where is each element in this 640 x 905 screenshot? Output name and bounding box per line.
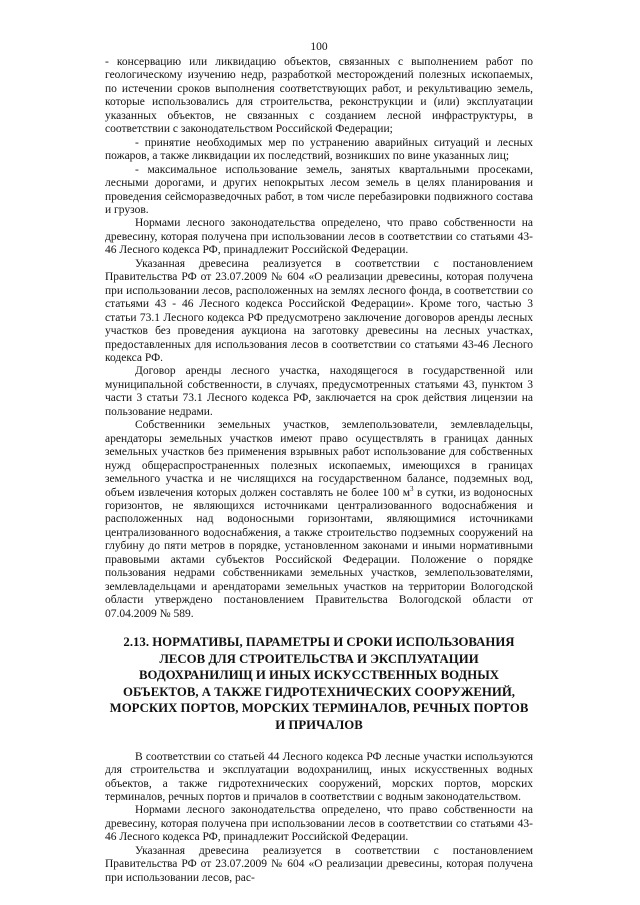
paragraph-timber-ownership-2: Нормами лесного законодательства определено, что право собственности на древесину, которая получена при использовании лесов в соответствии со статьями 43-46 Лесного кодекса РФ, принадлежит Российской Федерации.: [105, 804, 533, 844]
paragraph-emergency-measures: - принятие необходимых мер по устранению аварийных ситуаций и лесных пожаров, а также ликвидации их последствий, возникших по вине указанных лиц;: [105, 136, 533, 163]
paragraph-landowners-rights: [105, 419, 533, 621]
paragraph-article-44: В соответствии со статьей 44 Лесного кодекса РФ лесные участки используются для строительства и эксплуатации водохранилищ, иных искусственных водных объектов, а также гидротехнических сооружений, морских портов, морских терминалов, речных портов и причалов в соответствии с водным законодательством.: [105, 750, 533, 803]
landowners-text-part2: в сутки, из водоносных горизонтов, не являющихся источниками централизованного водоснабжения и расположенных над водоносными горизонтами, являющимися источниками централизованного водоснабжения, а также строительство подземных сооружений на глубину до пяти метров в порядке, установленном законами и иными нормативными правовыми актами субъектов Российской Федерации. Положение о порядке пользования недрами собственниками земельных участков, землепользователями, землевладельцами и арендаторами земельных участков на территории Вологодской области утверждено постановлением Правительства Вологодской области от 07.04.2009 № 589.: [105, 486, 533, 620]
paragraph-lease-agreement: Договор аренды лесного участка, находящегося в государственной или муниципальной собственности, в случаях, предусмотренных статьями 43, пунктом 3 части 3 статьи 73.1 Лесного кодекса РФ, заключается на срок действия лицензии на пользование недрами.: [105, 365, 533, 418]
paragraph-timber-ownership: Нормами лесного законодательства определено, что право собственности на древесину, которая получена при использовании лесов в соответствии со статьями 43-46 Лесного кодекса РФ, принадлежит Российской Федерации.: [105, 217, 533, 257]
landowners-text-part1: Собственники земельных участков, землепользователи, землевладельцы, арендаторы земельных участков имеют право осуществлять в границах данных земельных участков без применения взрывных работ использование для собственных нужд общераспространенных полезных ископаемых, имеющихся в границах земельного участка и не числящихся на государственном балансе, подземных вод, объем извлечения которых должен составлять не более 100 м: [105, 419, 533, 499]
paragraph-conservation: - консервацию или ликвидацию объектов, связанных с выполнением работ по геологическому изучению недр, разработкой месторождений полезных ископаемых, по истечении сроков выполнения соответствующих работ, и рекультивацию земель, которые использовались для строительства, реконструкции и (или) эксплуатации указанных объектов, не связанных с созданием лесной инфраструктуры, в соответствии с законодательством Российской Федерации;: [105, 56, 533, 136]
paragraph-land-use: - максимальное использование земель, занятых квартальными просеками, лесными дорогами, и других непокрытых лесом земель в целях планирования и проведения сейсморазведочных работ, в том числе перебазировки подвижного состава и грузов.: [105, 163, 533, 216]
section-heading: 2.13. НОРМАТИВЫ, ПАРАМЕТРЫ И СРОКИ ИСПОЛЬЗОВАНИЯ ЛЕСОВ ДЛЯ СТРОИТЕЛЬСТВА И ЭКСПЛУАТАЦИИ ВОДОХРАНИЛИЩ И ИНЫХ ИСКУССТВЕННЫХ ВОДНЫХ ОБЪЕКТОВ, А ТАКЖЕ ГИДРОТЕХНИЧЕСКИХ СООРУЖЕНИЙ, МОРСКИХ ПОРТОВ, МОРСКИХ ТЕРМИНАЛОВ, РЕЧНЫХ ПОРТОВ И ПРИЧАЛОВ: [109, 635, 529, 732]
document-page: [105, 40, 533, 885]
page-number: 100: [310, 41, 328, 53]
paragraph-timber-sale: Указанная древесина реализуется в соответствии с постановлением Правительства РФ от 23.07.2009 № 604 «О реализации древесины, которая получена при использовании лесов, расположенных на землях лесного фонда, в соответствии со статьями 43 - 46 Лесного кодекса Российской Федерации». Кроме того, частью 3 статьи 73.1 Лесного кодекса РФ предусмотрено заключение договоров аренды лесных участков без проведения аукциона на заготовку древесины на лесных участках, предоставленных для использования лесов в соответствии со статьями 43-46 Лесного кодекса РФ.: [105, 257, 533, 364]
paragraph-timber-sale-2: Указанная древесина реализуется в соответствии с постановлением Правительства РФ от 23.07.2009 № 604 «О реализации древесины, которая получена при использовании лесов, рас-: [105, 844, 533, 884]
cubic-superscript: 3: [410, 484, 414, 493]
